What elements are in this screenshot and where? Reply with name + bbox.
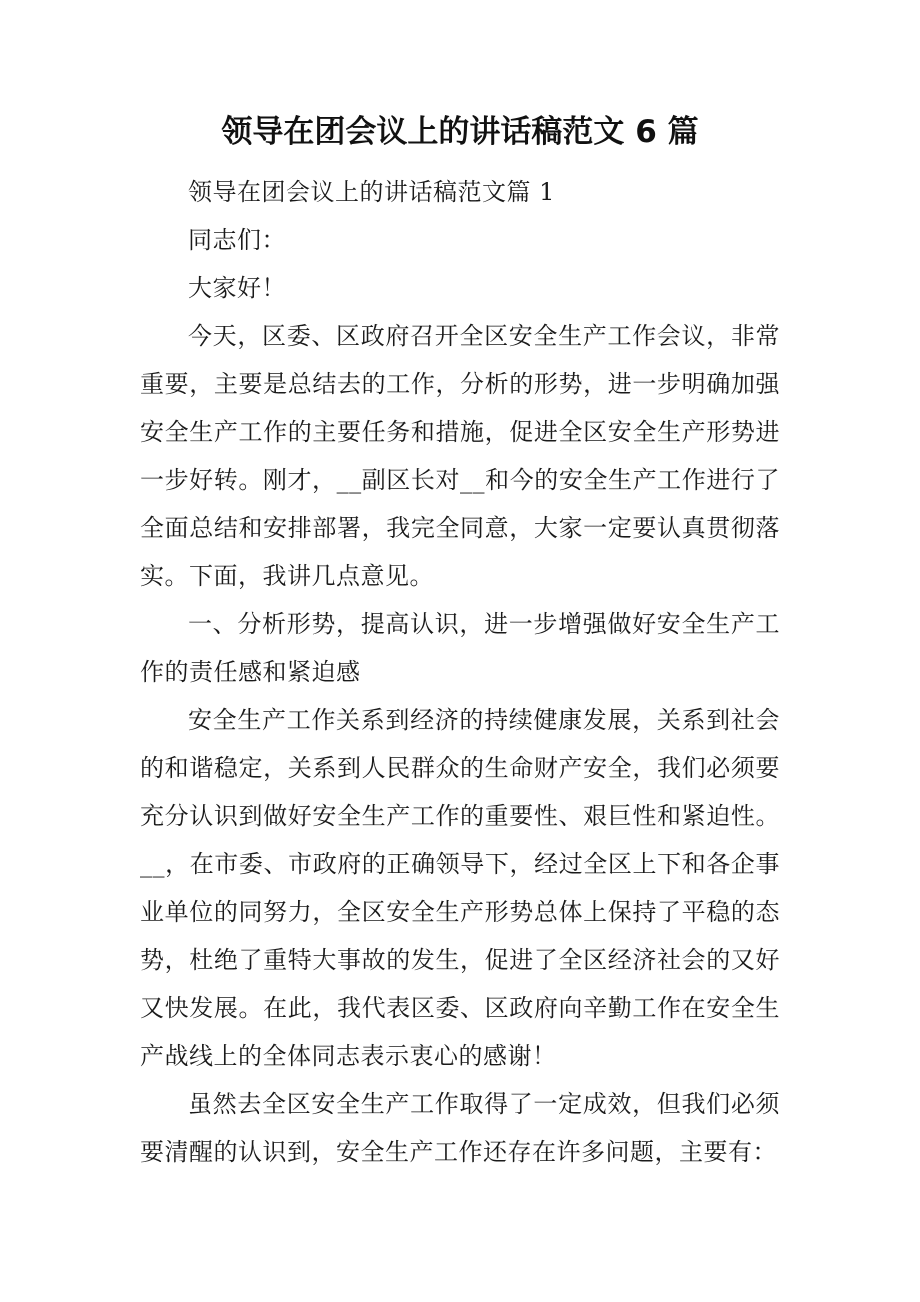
body-paragraph: 虽然去全区安全生产工作取得了一定成效，但我们必须要清醒的认识到，安全生产工作还存在许多问题，主要有： <box>140 1090 780 1166</box>
greeting: 大家好！ <box>188 274 286 302</box>
document-title: 领导在团会议上的讲话稿范文 6 篇 <box>221 114 699 150</box>
body-paragraph: 今天，区委、区政府召开全区安全生产工作会议，非常重要，主要是总结去的工作，分析的形势，进一步明确加强安全生产工作的主要任务和措施，促进全区安全生产形势进一步好转。刚才，__副区长对__和今的安全生产工作进行了全面总结和安排部署，我完全同意，大家一定要认真贯彻落实。下面，我讲几点意见。 <box>140 322 780 590</box>
document-body <box>140 168 780 1176</box>
body-paragraph: 安全生产工作关系到经济的持续健康发展，关系到社会的和谐稳定，关系到人民群众的生命财产安全，我们必须要充分认识到做好安全生产工作的重要性、艰巨性和紧迫性。__，在市委、市政府的正确领导下，经过全区上下和各企事业单位的同努力，全区安全生产形势总体上保持了平稳的态势，杜绝了重特大事故的发生，促进了全区经济社会的又好又快发展。在此，我代表区委、区政府向辛勤工作在安全生产战线上的全体同志表示衷心的感谢！ <box>140 706 780 1070</box>
point-heading: 一、分析形势，提高认识，进一步增强做好安全生产工作的责任感和紧迫感 <box>140 610 780 686</box>
salutation: 同志们： <box>188 226 286 254</box>
section-heading: 领导在团会议上的讲话稿范文篇 1 <box>188 178 555 206</box>
